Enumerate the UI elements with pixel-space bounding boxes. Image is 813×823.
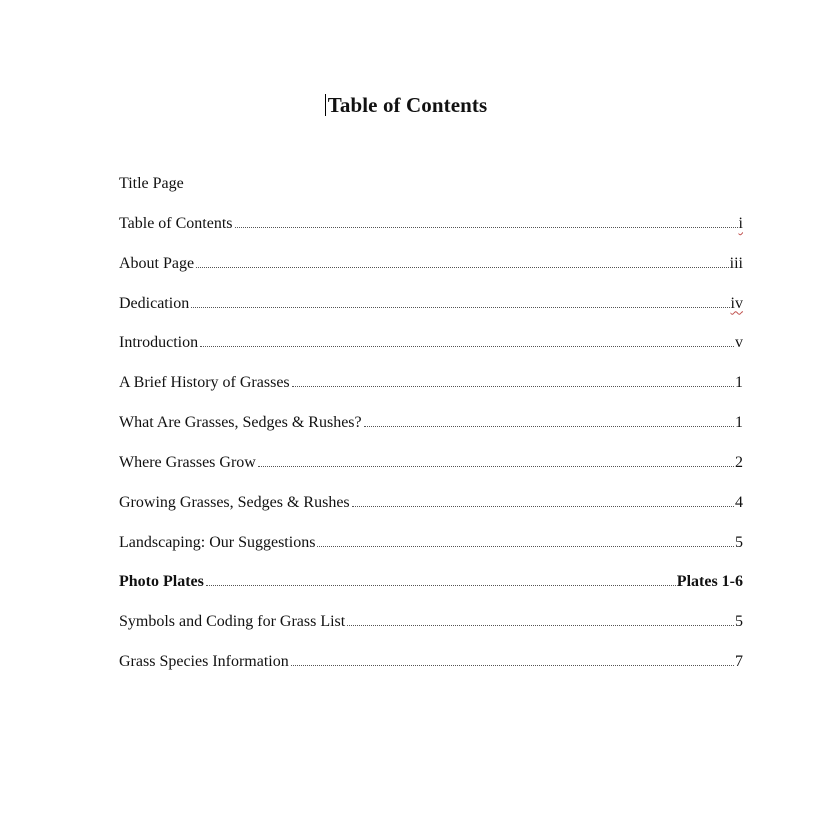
toc-entry-page: i [738,214,743,232]
toc-list [119,172,743,690]
toc-entry-label: Dedication [119,294,190,312]
toc-dot-leader [347,625,734,626]
toc-entry-page: iii [729,254,743,272]
toc-entry-page: 5 [735,613,743,631]
toc-entry-introduction[interactable] [119,331,743,371]
toc-dot-leader [206,585,676,586]
toc-entry-page: 4 [735,493,743,511]
toc-dot-leader [364,426,734,427]
toc-dot-leader [200,346,734,347]
toc-entry-table-of-contents[interactable] [119,212,743,252]
document-title-text: Table of Contents [327,93,488,117]
toc-entry-page: 1 [735,374,743,392]
toc-dot-leader [191,307,729,308]
title-row [0,93,813,118]
toc-entry-page: 2 [735,453,743,471]
toc-entry-label: What Are Grasses, Sedges & Rushes? [119,414,362,432]
toc-dot-leader [291,665,734,666]
toc-dot-leader [352,506,734,507]
toc-entry-where-grasses-grow[interactable] [119,451,743,491]
text-cursor [325,94,326,116]
toc-entry-title-page[interactable] [119,172,743,212]
toc-dot-leader [235,227,738,228]
toc-entry-page: 7 [735,653,743,671]
toc-entry-growing-grasses[interactable] [119,491,743,531]
toc-entry-label: A Brief History of Grasses [119,374,290,392]
toc-entry-about-page[interactable] [119,252,743,292]
toc-entry-label: Where Grasses Grow [119,453,256,471]
toc-entry-label: Photo Plates [119,573,204,591]
toc-entry-landscaping[interactable] [119,531,743,571]
toc-entry-label: About Page [119,254,195,272]
toc-entry-page: Plates 1-6 [676,573,743,591]
toc-dot-leader [292,386,734,387]
toc-entry-brief-history[interactable] [119,371,743,411]
toc-dot-leader [196,267,729,268]
toc-entry-label: Symbols and Coding for Grass List [119,613,346,631]
toc-entry-label: Table of Contents [119,214,233,232]
toc-entry-label: Grass Species Information [119,653,289,671]
toc-entry-label: Landscaping: Our Suggestions [119,533,316,551]
toc-entry-label: Growing Grasses, Sedges & Rushes [119,493,350,511]
toc-entry-page: iv [730,294,743,312]
toc-dot-leader [317,546,734,547]
toc-entry-symbols-coding[interactable] [119,610,743,650]
toc-entry-label: Introduction [119,334,199,352]
toc-entry-what-are-grasses[interactable] [119,411,743,451]
toc-entry-photo-plates[interactable] [119,570,743,610]
document-title[interactable] [326,93,488,118]
toc-dot-leader [258,466,734,467]
toc-entry-label: Title Page [119,175,184,192]
toc-entry-dedication[interactable] [119,292,743,332]
toc-entry-page: 5 [735,533,743,551]
toc-entry-page: 1 [735,414,743,432]
toc-entry-grass-species[interactable] [119,650,743,690]
toc-entry-page: v [735,334,743,352]
